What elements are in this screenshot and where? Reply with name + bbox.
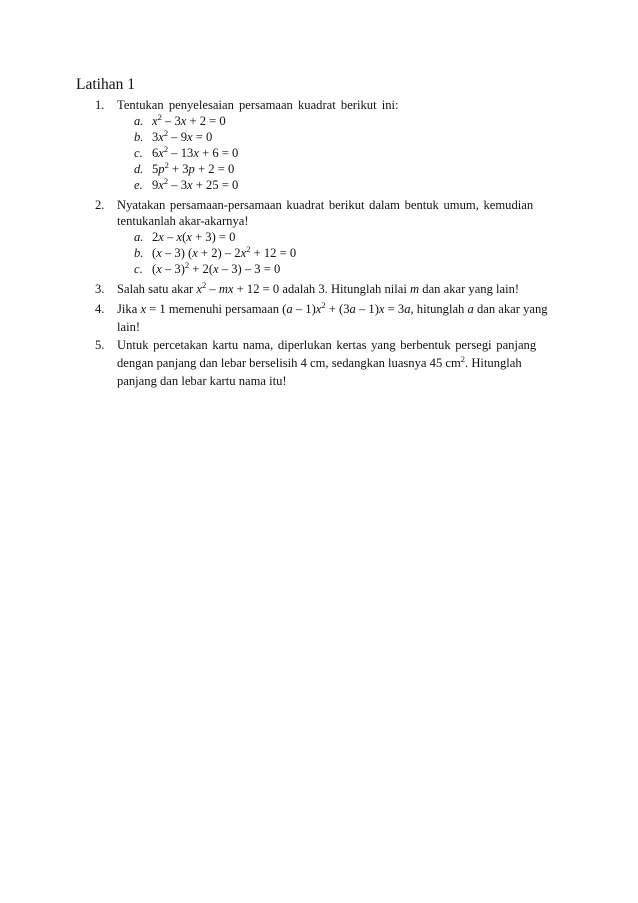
math-variable: x bbox=[378, 302, 385, 316]
q2-item-b-label: b. bbox=[134, 246, 144, 260]
text-run: Jika bbox=[117, 302, 141, 316]
text-run: + 2 = 0 bbox=[194, 162, 235, 176]
text-run: – 1) bbox=[355, 302, 379, 316]
text-run: + 2) – 2 bbox=[197, 246, 241, 260]
text-run: 3 bbox=[152, 130, 159, 144]
superscript: 2 bbox=[246, 244, 251, 254]
math-variable: x bbox=[193, 146, 199, 160]
text-run: Salah satu akar bbox=[117, 282, 197, 296]
q1-item-c-equation bbox=[152, 145, 238, 161]
text-run: ( bbox=[182, 230, 187, 244]
question-1-number: 1. bbox=[95, 98, 105, 112]
text-run: = 1 memenuhi persamaan ( bbox=[146, 302, 287, 316]
math-variable: x bbox=[156, 246, 162, 260]
q1-item-b-label: b. bbox=[134, 130, 144, 144]
superscript: 2 bbox=[163, 128, 169, 138]
question-5-number: 5. bbox=[95, 338, 105, 352]
superscript: 2 bbox=[460, 354, 466, 364]
question-3-text bbox=[117, 281, 519, 297]
text-run: 6 bbox=[152, 146, 159, 160]
math-variable: x bbox=[196, 282, 202, 296]
text-run: – bbox=[206, 282, 219, 296]
q2-item-c-label: c. bbox=[134, 262, 143, 276]
q1-item-a-label: a. bbox=[134, 114, 144, 128]
text-run: + 12 = 0 adalah 3. Hitunglah nilai bbox=[233, 282, 411, 296]
text-run: dengan panjang dan lebar berselisih 4 cm, sedangkan luasnya 45 cm bbox=[117, 356, 461, 370]
question-2-number: 2. bbox=[95, 198, 105, 212]
q1-item-b-equation bbox=[152, 129, 212, 145]
q1-item-e-equation bbox=[152, 177, 238, 193]
math-variable: x bbox=[186, 230, 192, 244]
math-variable: m bbox=[410, 282, 420, 296]
math-variable: p bbox=[158, 162, 165, 176]
text-run: ( bbox=[152, 246, 157, 260]
text-run: – 9 bbox=[168, 130, 188, 144]
text-run: , hitunglah bbox=[410, 302, 468, 316]
text-run: – 3) – 3 = 0 bbox=[218, 262, 281, 276]
math-variable: x bbox=[156, 262, 162, 276]
text-run: + 2 = 0 bbox=[186, 114, 226, 128]
text-run: = 0 bbox=[192, 130, 213, 144]
page-title: Latihan 1 bbox=[76, 76, 135, 93]
math-variable: x bbox=[158, 178, 164, 192]
math-variable: x bbox=[180, 114, 187, 128]
superscript: 2 bbox=[164, 160, 169, 170]
math-variable: x bbox=[158, 130, 164, 144]
text-run: . Hitunglah bbox=[465, 356, 522, 370]
math-variable: x bbox=[152, 114, 158, 128]
superscript: 2 bbox=[201, 280, 207, 290]
math-variable: a bbox=[404, 302, 411, 316]
text-run: ( bbox=[152, 262, 157, 276]
question-5-text-line-2 bbox=[117, 355, 522, 371]
superscript: 2 bbox=[157, 112, 162, 122]
math-variable: a bbox=[349, 302, 356, 316]
superscript: 2 bbox=[163, 176, 169, 186]
math-variable: x bbox=[240, 246, 247, 260]
q1-item-d-label: d. bbox=[134, 162, 144, 176]
math-variable: mx bbox=[218, 282, 234, 296]
text-run: dan akar yang lain! bbox=[419, 282, 520, 296]
q2-item-c-equation bbox=[152, 261, 280, 277]
text-run: – 3 bbox=[161, 114, 181, 128]
q1-item-e-label: e. bbox=[134, 178, 143, 192]
question-2-text-line-2: tentukanlah akar-akarnya! bbox=[117, 214, 249, 228]
question-4-text-line-1 bbox=[117, 301, 548, 317]
text-run: + 2( bbox=[189, 262, 214, 276]
math-variable: x bbox=[187, 178, 193, 192]
question-2-text-line-1: Nyatakan persamaan-persamaan kuadrat berikut dalam bentuk umum, kemudian bbox=[117, 198, 534, 212]
text-run: – 1) bbox=[292, 302, 316, 316]
text-run: = 3 bbox=[384, 302, 405, 316]
text-run: – 3 bbox=[168, 178, 188, 192]
question-4-number: 4. bbox=[95, 302, 105, 316]
math-variable: x bbox=[176, 230, 183, 244]
math-variable: x bbox=[140, 302, 147, 316]
text-run: + 25 = 0 bbox=[192, 178, 239, 192]
q1-item-c-label: c. bbox=[134, 146, 143, 160]
math-variable: x bbox=[158, 146, 164, 160]
q2-item-a-equation bbox=[152, 229, 235, 245]
text-run: 5 bbox=[152, 162, 159, 176]
question-4-text-line-2: lain! bbox=[117, 320, 141, 334]
text-run: + 12 = 0 bbox=[250, 246, 297, 260]
text-run: – 13 bbox=[168, 146, 194, 160]
superscript: 2 bbox=[184, 260, 190, 270]
text-run: dan akar yang bbox=[473, 302, 548, 316]
question-1-text: Tentukan penyelesaian persamaan kuadrat berikut ini: bbox=[117, 98, 399, 112]
question-3-number: 3. bbox=[95, 282, 105, 296]
question-5-text-line-3: panjang dan lebar kartu nama itu! bbox=[117, 374, 287, 388]
text-run: + (3 bbox=[325, 302, 350, 316]
q1-item-a-equation bbox=[152, 113, 226, 129]
superscript: 2 bbox=[163, 144, 169, 154]
text-run: + 6 = 0 bbox=[198, 146, 239, 160]
q2-item-b-equation bbox=[152, 245, 296, 261]
math-variable: p bbox=[188, 162, 195, 176]
math-variable: x bbox=[192, 246, 198, 260]
text-run: 9 bbox=[152, 178, 159, 192]
math-variable: x bbox=[213, 262, 219, 276]
math-variable: a bbox=[467, 302, 474, 316]
text-run: + 3 bbox=[168, 162, 189, 176]
math-variable: x bbox=[187, 130, 193, 144]
text-run: – 3) bbox=[161, 262, 185, 276]
math-variable: x bbox=[315, 302, 322, 316]
text-run: + 3) = 0 bbox=[191, 230, 236, 244]
math-variable: a bbox=[286, 302, 293, 316]
superscript: 2 bbox=[321, 300, 326, 310]
q2-item-a-label: a. bbox=[134, 230, 144, 244]
text-run: 2 bbox=[152, 230, 159, 244]
text-run: – 3) ( bbox=[161, 246, 193, 260]
question-5-text-line-1: Untuk percetakan kartu nama, diperlukan kertas yang berbentuk persegi panjang bbox=[117, 338, 537, 352]
q1-item-d-equation bbox=[152, 161, 234, 177]
math-variable: x bbox=[158, 230, 164, 244]
text-run: – bbox=[163, 230, 177, 244]
